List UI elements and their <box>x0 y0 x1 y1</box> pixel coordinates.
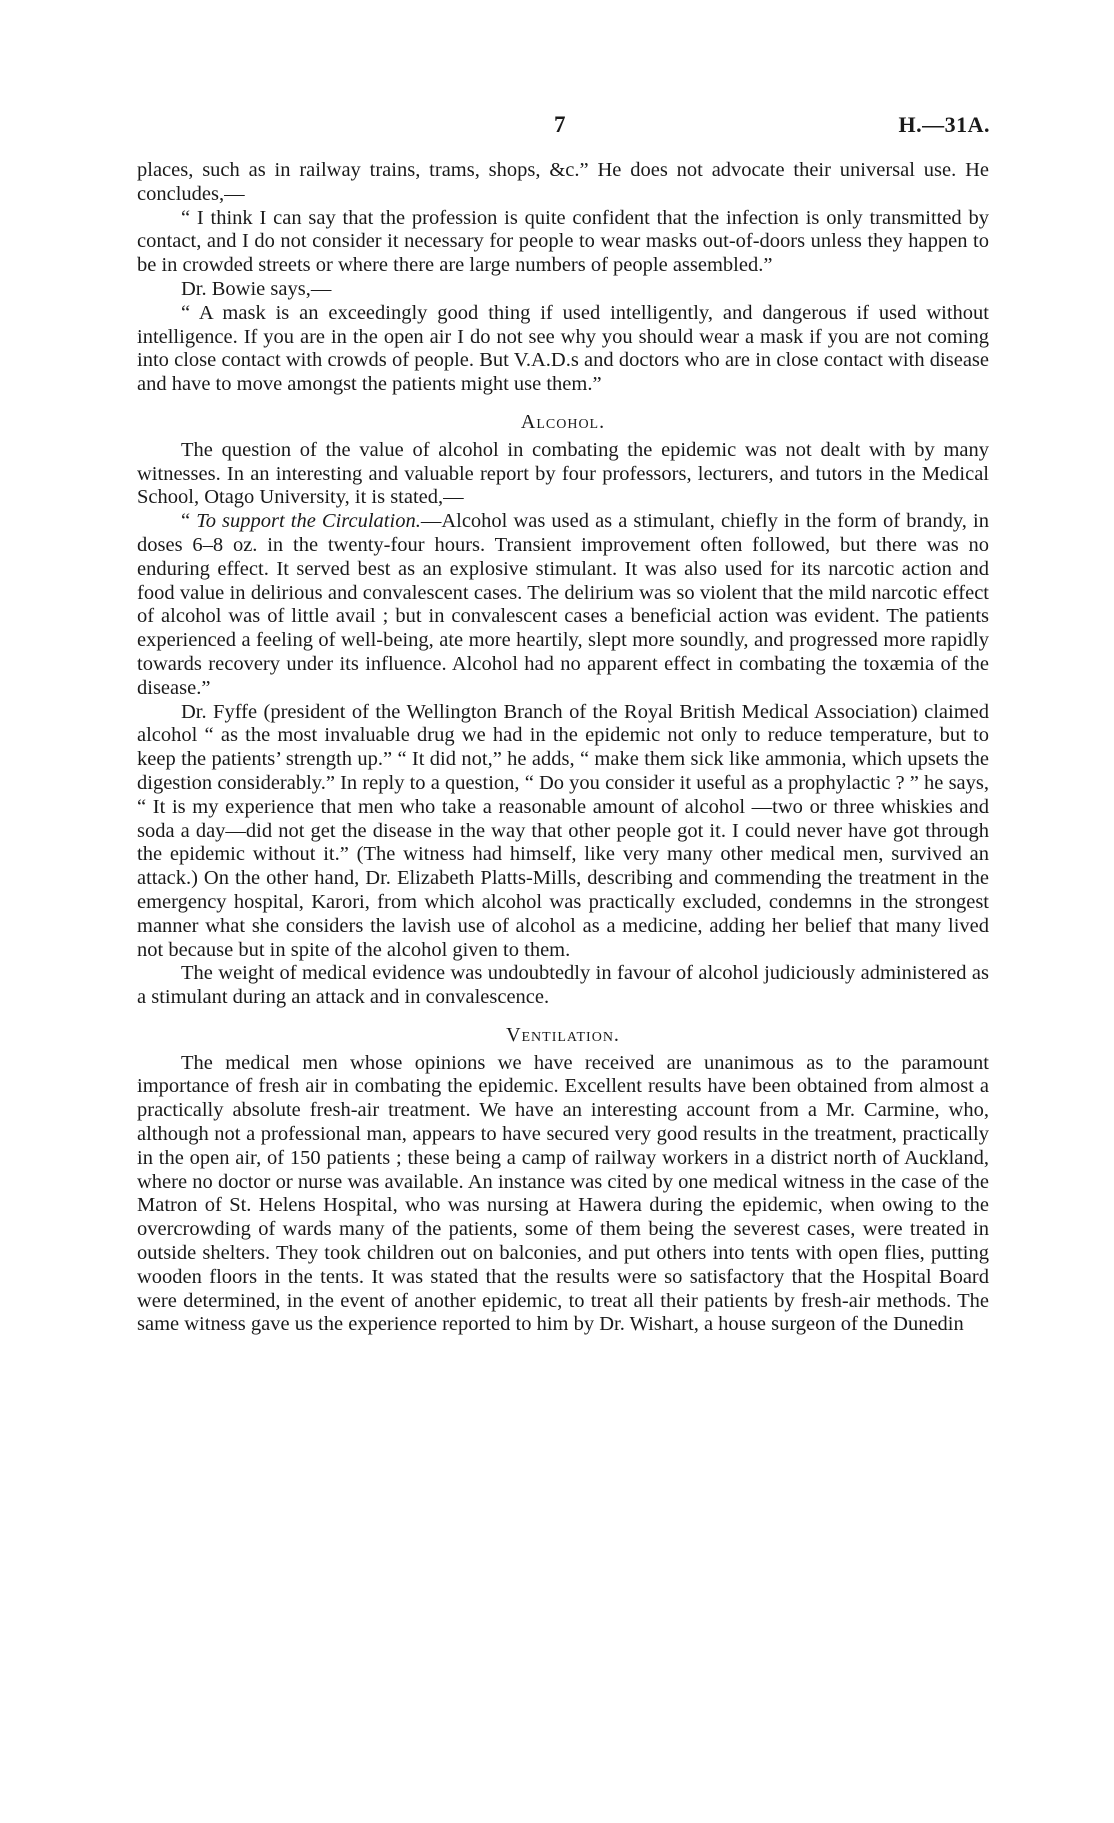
section-heading-alcohol: Alcohol. <box>520 410 606 433</box>
paragraph: Dr. Fyffe (president of the Wellington Branch of the Royal British Medical Association) claimed alcohol “ as the most invaluable drug we had in the epidemic not only to reduce temperature, but to keep the patients’ strength up.” “ It did not,” he adds, “ make them sick like ammonia, which upsets the digestion considerably.” In reply to a question, “ Do you consider it useful as a prophylactic ? ” he says, “ It is my experience that men who take a reasonable amount of alcohol —two or three whiskies and soda a day—did not get the disease in the way that other people got it. I could never have got through the epidemic without it.” (The witness had himself, like very many other medical men, survived an attack.) On the other hand, Dr. Elizabeth Platts-Mills, describing and commending the treatment in the emergency hospital, Karori, from which alcohol was practically excluded, condemns in the strongest manner what she considers the lavish use of alcohol as a medicine, adding her belief that many lived not because but in spite of the alcohol given to them. <box>137 700 989 961</box>
quote-paragraph <box>137 510 989 700</box>
page-header <box>134 112 990 142</box>
section-heading-ventilation: Ventilation. <box>506 1023 620 1046</box>
italic-subheading: To support the Circulation. <box>196 510 421 533</box>
paragraph-continuation: places, such as in railway trains, trams, shops, &c.” He does not advocate their universal use. He concludes,— <box>137 159 989 205</box>
quote-open: “ <box>181 510 197 533</box>
quote-paragraph: “ I think I can say that the profession is quite confident that the infection is only transmitted by contact, and I do not consider it necessary for people to wear masks out-of-doors unless they happen to be in crowded streets or where there are large numbers of people assembled.” <box>137 206 989 277</box>
quote-text: —Alcohol was used as a stimulant, chiefly in the form of brandy, in doses 6–8 oz. in the twenty-four hours. Transient improvement often followed, but there was no enduring effect. It served best as an explosive stimulant. It was also used for its narcotic action and food value in delirious and convalescent cases. The delirium was so violent that the mild narcotic effect of alcohol was of little avail ; but in convalescent cases a beneficial action was evident. The patients experienced a feeling of well-being, ate more heartily, slept more soundly, and progressed more rapidly towards recovery under its influence. Alcohol had no apparent effect in combating the toxæmia of the disease.” <box>137 510 989 699</box>
page-number: 7 <box>554 112 566 137</box>
paragraph: Dr. Bowie says,— <box>181 277 332 300</box>
quote-paragraph: “ A mask is an exceedingly good thing if used intelligently, and dangerous if used without intelligence. If you are in the open air I do not see why you should wear a mask if you are not coming into close contact with crowds of people. But V.A.D.s and doctors who are in close contact with disease and have to move amongst the patients might use them.” <box>137 301 989 396</box>
paragraph: The medical men whose opinions we have received are unanimous as to the paramount importance of fresh air in combating the epidemic. Excellent results have been obtained from almost a practically absolute fresh-air treatment. We have an interesting account from a Mr. Carmine, who, although not a professional man, appears to have secured very good results in the treatment, practically in the open air, of 150 patients ; these being a camp of railway workers in a district north of Auckland, where no doctor or nurse was available. An instance was cited by one medical witness in the case of the Matron of St. Helens Hospital, who was nursing at Hawera during the epidemic, when owing to the overcrowding of wards many of the patients, some of them being the severest cases, were treated in outside shelters. They took children out on balconies, and put others into tents with open flies, putting wooden floors in the tents. It was stated that the results were so satisfactory that the Hospital Board were determined, in the event of another epidemic, to treat all their patients by fresh-air methods. The same witness gave us the experience reported to him by Dr. Wishart, a house surgeon of the Dunedin <box>137 1051 989 1336</box>
paragraph: The weight of medical evidence was undoubtedly in favour of alcohol judiciously administered as a stimulant during an attack and in convalescence. <box>137 962 989 1009</box>
paper-reference: H.—31A. <box>898 112 990 137</box>
paragraph: The question of the value of alcohol in combating the epidemic was not dealt with by many witnesses. In an interesting and valuable report by four professors, lecturers, and tutors in the Medical School, Otago University, it is stated,— <box>137 438 989 509</box>
body-text <box>137 159 989 1337</box>
